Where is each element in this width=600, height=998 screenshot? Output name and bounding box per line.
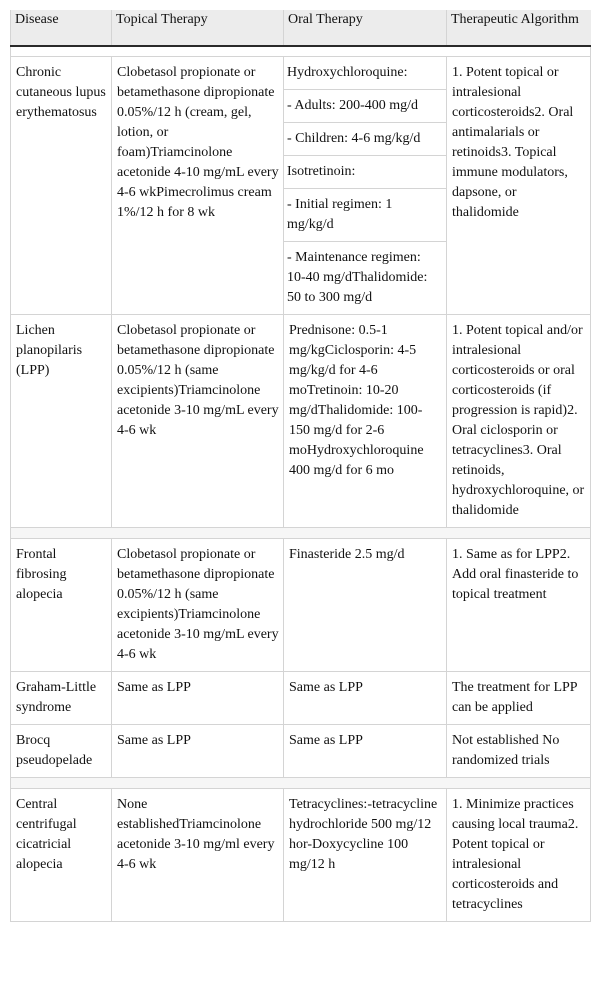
- cell-algorithm: The treatment for LPP can be applied: [447, 671, 591, 724]
- cell-algorithm: 1. Minimize practices causing local trauma2. Potent topical or intralesional corticosteroids and tetracyclines: [447, 788, 591, 921]
- cell-disease: Brocq pseudopelade: [11, 724, 112, 777]
- oral-item: - Adults: 200-400 mg/d: [284, 90, 446, 123]
- spacer-row: [11, 777, 591, 788]
- cell-oral: [284, 56, 447, 314]
- header-topical-therapy: Topical Therapy: [112, 10, 284, 46]
- cell-disease: Lichen planopilaris (LPP): [11, 314, 112, 527]
- cell-algorithm: 1. Potent topical and/or intralesional corticosteroids or oral corticosteroids (if progression is rapid)2. Oral ciclosporin or tetracyclines3. Oral retinoids, hydroxychloroquine, or thalidomide: [447, 314, 591, 527]
- treatment-table-container: [10, 10, 590, 922]
- header-oral-therapy: Oral Therapy: [284, 10, 447, 46]
- table-row: [11, 538, 591, 671]
- cell-disease: Central centrifugal cicatricial alopecia: [11, 788, 112, 921]
- header-disease: Disease: [11, 10, 112, 46]
- table-row: [11, 671, 591, 724]
- table-row: [11, 56, 591, 314]
- cell-topical: Same as LPP: [112, 671, 284, 724]
- oral-item: - Children: 4-6 mg/kg/d: [284, 123, 446, 156]
- cell-topical: Clobetasol propionate or betamethasone dipropionate 0.05%/12 h (same excipients)Triamcinolone acetonide 3-10 mg/mL every 4-6 wk: [112, 538, 284, 671]
- cell-oral: Tetracyclines:-tetracycline hydrochloride 500 mg/12 hor-Doxycycline 100 mg/12 h: [284, 788, 447, 921]
- top-gap-row: [11, 46, 591, 56]
- cell-disease: Frontal fibrosing alopecia: [11, 538, 112, 671]
- table-row: [11, 314, 591, 527]
- cell-algorithm: 1. Same as for LPP2. Add oral finasteride to topical treatment: [447, 538, 591, 671]
- cell-oral: Same as LPP: [284, 724, 447, 777]
- header-row: [11, 10, 591, 46]
- cell-topical: Clobetasol propionate or betamethasone dipropionate 0.05%/12 h (same excipients)Triamcinolone acetonide 3-10 mg/mL every 4-6 wk: [112, 314, 284, 527]
- table-row: [11, 724, 591, 777]
- spacer-row: [11, 527, 591, 538]
- cell-topical: Clobetasol propionate or betamethasone dipropionate 0.05%/12 h (cream, gel, lotion, or foam)Triamcinolone acetonide 4-10 mg/mL every 4-6 wkPimecrolimus cream 1%/12 h for 8 wk: [112, 56, 284, 314]
- cell-disease: Chronic cutaneous lupus erythematosus: [11, 56, 112, 314]
- header-therapeutic-algorithm: Therapeutic Algorithm: [447, 10, 591, 46]
- oral-item: Hydroxychloroquine:: [284, 57, 446, 90]
- cell-algorithm: 1. Potent topical or intralesional corticosteroids2. Oral antimalarials or retinoids3. Topical immune modulators, dapsone, or thalidomide: [447, 56, 591, 314]
- table-row: [11, 788, 591, 921]
- cell-oral: Same as LPP: [284, 671, 447, 724]
- oral-item: - Maintenance regimen: 10-40 mg/dThalidomide: 50 to 300 mg/d: [287, 249, 428, 305]
- cell-topical: Same as LPP: [112, 724, 284, 777]
- cell-oral: Finasteride 2.5 mg/d: [284, 538, 447, 671]
- cell-topical: None establishedTriamcinolone acetonide 3-10 mg/ml every 4-6 wk: [112, 788, 284, 921]
- oral-item: Isotretinoin:: [284, 156, 446, 189]
- cell-algorithm: Not established No randomized trials: [447, 724, 591, 777]
- oral-item: - Initial regimen: 1 mg/kg/d: [284, 189, 446, 242]
- cell-disease: Graham-Little syndrome: [11, 671, 112, 724]
- cell-oral: Prednisone: 0.5-1 mg/kgCiclosporin: 4-5 mg/kg/d for 4-6 moTretinoin: 10-20 mg/dThalidomide: 100-150 mg/d for 2-6 moHydroxychloroquine 400 mg/d for 6 mo: [284, 314, 447, 527]
- treatment-table: [10, 10, 591, 922]
